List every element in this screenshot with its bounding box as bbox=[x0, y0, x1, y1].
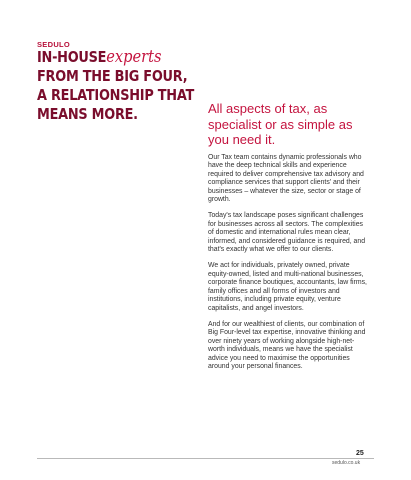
paragraph: And for our wealthiest of clients, our combination of Big Four-level tax expertise, innovative thinking and over ninety years of working alongside high-net-worth individuals, means we have the specialist advice you need to maximise the opportunities around your personal finances. bbox=[208, 320, 366, 370]
headline-line-2: FROM THE BIG FOUR, bbox=[37, 67, 188, 85]
page-headline bbox=[37, 48, 209, 124]
section-subtitle: All aspects of tax, as specialist or as simple as you need it. bbox=[208, 101, 353, 147]
page-number: 25 bbox=[356, 450, 364, 457]
headline-line-1 bbox=[37, 48, 209, 67]
body-copy bbox=[208, 154, 368, 379]
footer-url: sedulo.co.uk bbox=[332, 460, 361, 466]
headline-line-3: A RELATIONSHIP THAT bbox=[37, 86, 195, 104]
paragraph: We act for individuals, privately owned, private equity-owned, listed and multi-national businesses, corporate finance boutiques, accountants, law firms, family offices and all forms of investors and institutions, including private equity, venture capitalists, and angel investors. bbox=[208, 262, 367, 312]
headline-prefix: IN-HOUSE bbox=[37, 48, 107, 66]
paragraph: Our Tax team contains dynamic professionals who have the deep technical skills and experience required to deliver comprehensive tax advisory and compliance services that support clients' and their businesses – whatever the size, sector or stage of growth. bbox=[208, 154, 364, 204]
headline-script-word: experts bbox=[106, 47, 162, 67]
paragraph: Today's tax landscape poses significant challenges for businesses across all sectors. The complexities of domestic and international rules mean clear, informed, and considered guidance is required, and that's exactly what we offer to our clients. bbox=[208, 212, 366, 254]
brand-logo: SEDULO bbox=[37, 40, 71, 49]
headline-line-4: MEANS MORE. bbox=[37, 105, 138, 123]
footer-divider bbox=[37, 458, 374, 459]
